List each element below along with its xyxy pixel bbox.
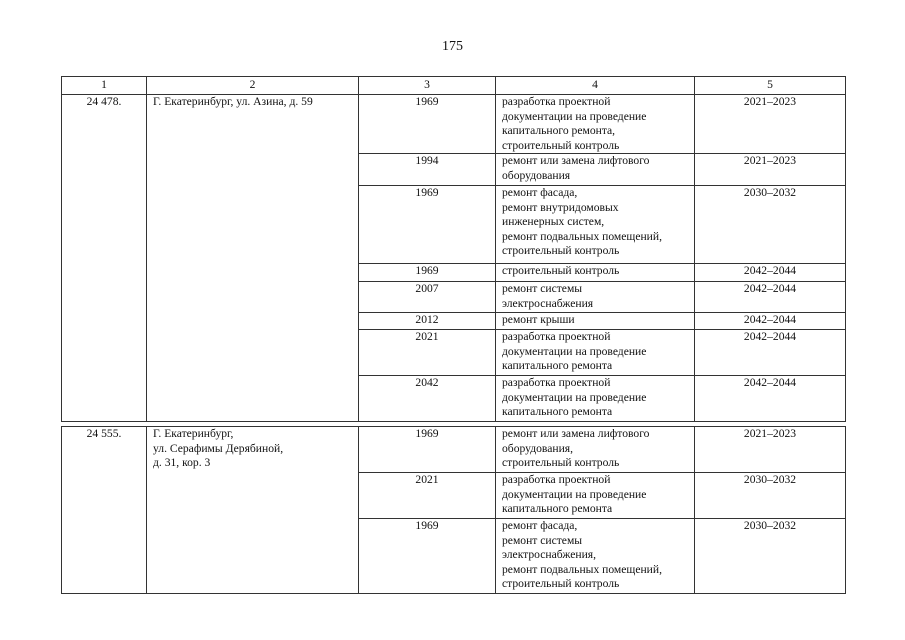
entry-table-1 (61, 94, 846, 422)
year-cell: 2012 (359, 313, 496, 330)
work-cell: разработка проектной документации на проведение капитального ремонта (496, 473, 695, 519)
period-cell: 2030–2032 (695, 473, 846, 519)
year-cell: 1969 (359, 95, 496, 154)
entry-table-2 (61, 426, 846, 594)
work-cell: разработка проектной документации на проведение капитального ремонта (496, 376, 695, 422)
period-cell: 2042–2044 (695, 313, 846, 330)
column-header-5: 5 (695, 77, 846, 95)
year-cell: 1969 (359, 519, 496, 594)
year-cell: 1994 (359, 154, 496, 186)
table-row (62, 95, 846, 154)
column-header-row (62, 77, 846, 95)
entry-number: 24 555. (62, 427, 147, 594)
period-cell: 2042–2044 (695, 282, 846, 313)
column-header-4: 4 (496, 77, 695, 95)
year-cell: 2042 (359, 376, 496, 422)
work-cell: строительный контроль (496, 264, 695, 282)
work-cell: разработка проектной документации на проведение капитального ремонта, строительный контроль (496, 95, 695, 154)
period-cell: 2030–2032 (695, 186, 846, 264)
work-cell: ремонт или замена лифтового оборудования, строительный контроль (496, 427, 695, 473)
entry-address: Г. Екатеринбург, ул. Азина, д. 59 (147, 95, 359, 422)
year-cell: 1969 (359, 427, 496, 473)
column-header-table (61, 76, 846, 95)
period-cell: 2021–2023 (695, 427, 846, 473)
year-cell: 2021 (359, 330, 496, 376)
work-cell: ремонт крыши (496, 313, 695, 330)
period-cell: 2021–2023 (695, 95, 846, 154)
period-cell: 2042–2044 (695, 376, 846, 422)
entry-number: 24 478. (62, 95, 147, 422)
table-row (62, 427, 846, 473)
work-cell: ремонт фасада, ремонт внутридомовых инженерных систем, ремонт подвальных помещений, строительный контроль (496, 186, 695, 264)
column-header-3: 3 (359, 77, 496, 95)
year-cell: 2021 (359, 473, 496, 519)
period-cell: 2042–2044 (695, 264, 846, 282)
column-header-2: 2 (147, 77, 359, 95)
work-cell: ремонт системы электроснабжения (496, 282, 695, 313)
work-cell: разработка проектной документации на проведение капитального ремонта (496, 330, 695, 376)
column-header-1: 1 (62, 77, 147, 95)
year-cell: 1969 (359, 186, 496, 264)
period-cell: 2021–2023 (695, 154, 846, 186)
work-cell: ремонт или замена лифтового оборудования (496, 154, 695, 186)
year-cell: 2007 (359, 282, 496, 313)
page-number: 175 (442, 39, 463, 54)
period-cell: 2042–2044 (695, 330, 846, 376)
entry-address: Г. Екатеринбург, ул. Серафимы Дерябиной, д. 31, кор. 3 (147, 427, 359, 594)
work-cell: ремонт фасада, ремонт системы электроснабжения, ремонт подвальных помещений, строительный контроль (496, 519, 695, 594)
period-cell: 2030–2032 (695, 519, 846, 594)
year-cell: 1969 (359, 264, 496, 282)
